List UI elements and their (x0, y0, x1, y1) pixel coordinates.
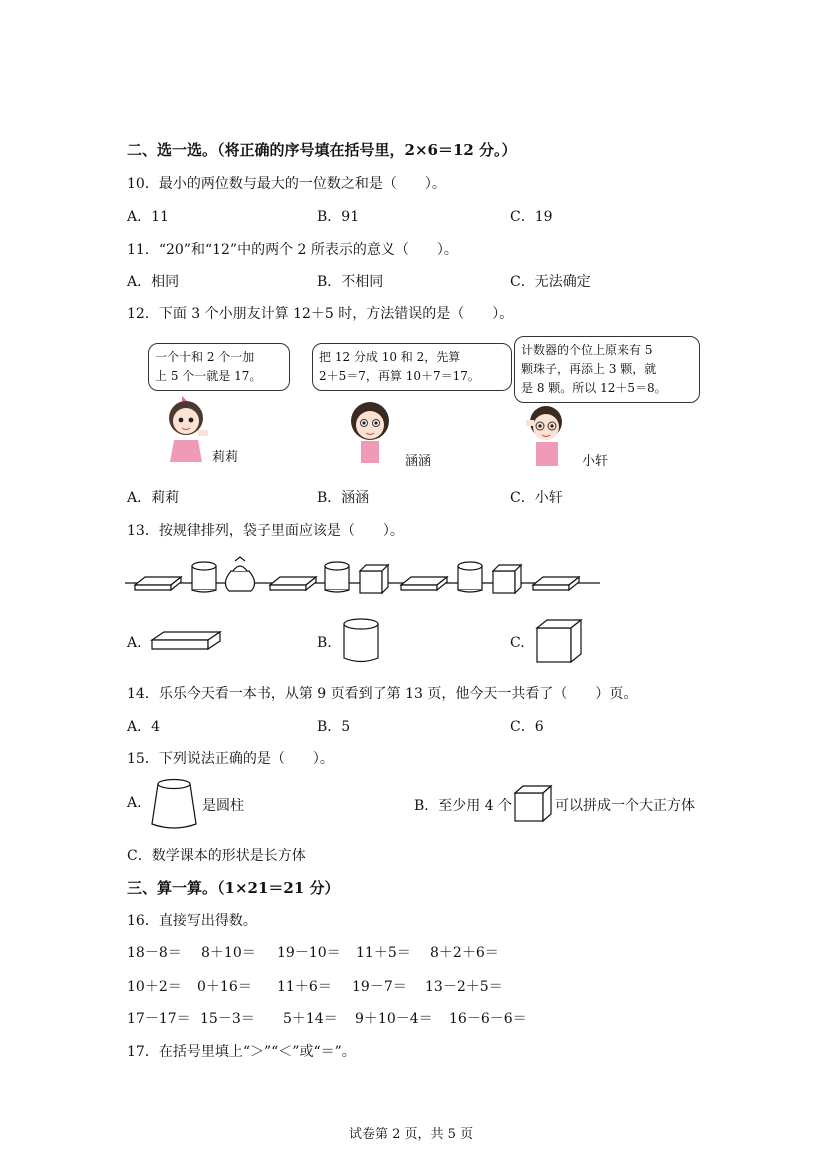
calc-item: 16－6－6＝ (449, 1011, 527, 1027)
q15-option-c: C．数学课本的形状是长方体 (127, 848, 306, 864)
q15-cube-image (513, 784, 553, 824)
shape-pattern-sequence (125, 550, 605, 600)
q10-stem: 10．最小的两位数与最大的一位数之和是（ ）。 (127, 176, 446, 192)
speech-line: 把 12 分成 10 和 2，先算 (319, 350, 461, 364)
q11-option-c: C．无法确定 (510, 274, 591, 290)
pattern-cylinder (192, 562, 216, 592)
kid-name-hanhan: 涵涵 (405, 454, 432, 469)
pattern-cube (493, 565, 521, 593)
calc-item: 0＋16＝ (197, 979, 252, 995)
calc-item: 8＋2＋6＝ (430, 945, 499, 961)
pattern-cylinder (458, 562, 482, 592)
calc-item: 17－17＝ (127, 1011, 191, 1027)
pattern-cuboid (401, 577, 447, 590)
q10-option-a: A．11 (127, 209, 169, 225)
speech-line: 是 8 颗。所以 12＋5＝8。 (521, 381, 667, 395)
pattern-cuboid (135, 577, 181, 590)
speech-line: 一个十和 2 个一加 (155, 350, 255, 364)
calc-item: 18－8＝ (127, 945, 182, 961)
q15-option-a-text: 是圆柱 (202, 798, 244, 814)
section-3-title: 三、算一算。（1×21＝21 分） (127, 879, 340, 897)
q17-stem: 17．在括号里填上“＞”“＜”或“＝”。 (127, 1044, 356, 1060)
q13-option-b: B. (317, 635, 332, 651)
kid-name-lili: 莉莉 (212, 450, 239, 465)
q13-option-a: A. (127, 635, 142, 651)
pattern-bag (225, 557, 254, 591)
pattern-cuboid (270, 577, 316, 590)
q16-stem: 16．直接写出得数。 (127, 913, 257, 929)
q13-cuboid-image (150, 630, 222, 652)
q14-option-c: C．6 (510, 719, 544, 735)
calc-item: 5＋14＝ (283, 1011, 338, 1027)
kid-name-xiaoxuan: 小轩 (582, 454, 609, 469)
speech-bubble-hanhan (312, 343, 512, 391)
calc-item: 19－10＝ (277, 945, 341, 961)
q13-cylinder-image (342, 618, 382, 666)
section-2-title: 二、选一选。（将正确的序号填在括号里，2×6＝12 分。） (127, 141, 517, 159)
q12-option-c: C．小轩 (510, 490, 563, 506)
page-footer: 试卷第 2 页，共 5 页 (349, 1127, 474, 1142)
q11-stem: 11．“20”和“12”中的两个 2 所表示的意义（ ）。 (127, 242, 458, 258)
calc-item: 9＋10－4＝ (355, 1011, 433, 1027)
speech-bubble-xiaoxuan (514, 336, 700, 403)
calc-item: 15－3＝ (200, 1011, 255, 1027)
q15-option-b-text: 可以拼成一个大正方体 (555, 798, 695, 814)
q10-option-b: B．91 (317, 209, 360, 225)
q14-stem: 14．乐乐今天看一本书，从第 9 页看到了第 13 页，他今天一共看了（ ）页。 (127, 686, 638, 702)
q15-option-b-label: B．至少用 4 个 (414, 798, 513, 814)
q13-cube-image (535, 618, 583, 666)
q11-option-b: B．不相同 (317, 274, 384, 290)
calc-item: 11＋6＝ (277, 979, 332, 995)
q12-option-b: B．涵涵 (317, 490, 370, 506)
pattern-cuboid (533, 577, 579, 590)
calc-item: 13－2＋5＝ (425, 979, 503, 995)
pattern-cylinder (325, 562, 349, 592)
q10-option-c: C．19 (510, 209, 553, 225)
q14-option-b: B．5 (317, 719, 351, 735)
girl-lili-illustration (160, 388, 220, 466)
speech-line: 计数器的个位上原来有 5 (521, 343, 653, 357)
calc-item: 8＋10＝ (201, 945, 256, 961)
speech-bubble-lili (148, 343, 290, 391)
q12-stem: 12．下面 3 个小朋友计算 12＋5 时，方法错误的是（ ）。 (127, 306, 514, 322)
q13-stem: 13．按规律排列，袋子里面应该是（ ）。 (127, 523, 404, 539)
q14-option-a: A．4 (127, 719, 161, 735)
speech-line: 颗珠子，再添上 3 颗，就 (521, 362, 657, 376)
boy-xiaoxuan-illustration (522, 400, 578, 468)
speech-line: 2＋5＝7，再算 10＋7＝17。 (319, 369, 480, 383)
pattern-cube (360, 565, 388, 593)
speech-line: 上 5 个一就是 17。 (155, 369, 262, 383)
q15-option-a-label: A. (127, 795, 142, 811)
calc-item: 19－7＝ (352, 979, 407, 995)
girl-hanhan-illustration (345, 395, 395, 465)
calc-item: 11＋5＝ (356, 945, 411, 961)
q12-option-a: A．莉莉 (127, 490, 180, 506)
q15-frustum-image (150, 778, 200, 832)
q15-stem: 15．下列说法正确的是（ ）。 (127, 751, 334, 767)
calc-item: 10＋2＝ (127, 979, 182, 995)
q13-option-c: C. (510, 635, 525, 651)
q11-option-a: A．相同 (127, 274, 180, 290)
